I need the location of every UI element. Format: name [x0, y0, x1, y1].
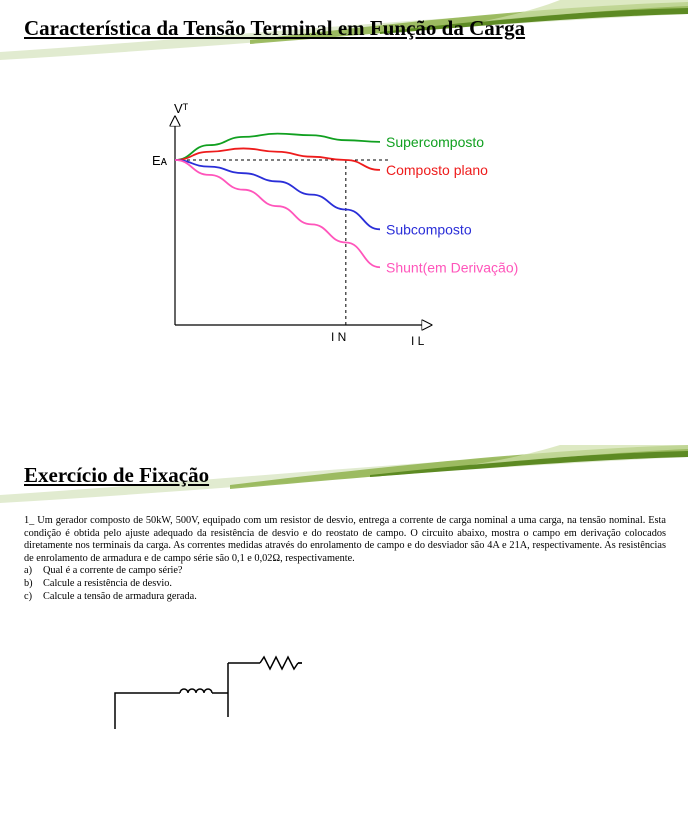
exercise-body: [24, 515, 666, 603]
legend-label-1: Composto plano: [386, 161, 488, 178]
question-list: [24, 565, 666, 603]
series-line-3: [175, 160, 380, 267]
question-item: [24, 591, 666, 604]
terminal-voltage-chart: [130, 95, 570, 355]
slide-gap: [0, 388, 688, 445]
diverter-resistor: [260, 657, 298, 669]
series-line-2: [175, 160, 380, 229]
question-marker: c): [24, 590, 32, 602]
question-marker: a): [24, 565, 32, 577]
wire: [115, 693, 180, 729]
series-field-coil: [180, 689, 212, 693]
exercise-statement: 1_ Um gerador composto de 50kW, 500V, equipado com um resistor de desvio, entrega a corrente de carga nominal a uma carga, na tensão nominal. Esta condição é obtida pelo ajuste adequado da resistência de desvio e do reostato de campo. O circuito abaixo, mostra o campo em derivação colocados diretamente nos terminais da carga. As correntes medidas através do enrolamento de campo e do desviador são 4A e 21A, respectivamente. As resistências de enrolamento de armadura e de campo série são 0,1 e 0,02Ω, respectivamente.: [24, 515, 666, 564]
slide-voltage-characteristic: [0, 0, 688, 388]
slide-title: Exercício de Fixação: [24, 463, 210, 487]
question-item: [24, 578, 666, 591]
question-marker: b): [24, 577, 33, 589]
in-label: I N: [331, 330, 347, 344]
y-axis-label: Vᵀ: [174, 101, 189, 116]
question-text: Calcule a resistência de desvio.: [43, 577, 172, 589]
series-line-0: [175, 134, 380, 160]
legend-label-0: Supercomposto: [386, 133, 485, 150]
question-item: [24, 565, 666, 578]
legend-label-3: Shunt(em Derivação): [386, 259, 519, 276]
slide-title: Característica da Tensão Terminal em Função da Carga: [24, 16, 526, 40]
question-text: Qual é a corrente de campo série?: [43, 565, 183, 577]
compound-generator-circuit: [80, 641, 600, 791]
legend-label-2: Subcomposto: [386, 221, 472, 238]
ea-label: Eᴀ: [152, 153, 168, 168]
x-axis-label: I L: [411, 334, 425, 348]
slide-exercise: [0, 445, 688, 833]
question-text: Calcule a tensão de armadura gerada.: [43, 590, 197, 602]
